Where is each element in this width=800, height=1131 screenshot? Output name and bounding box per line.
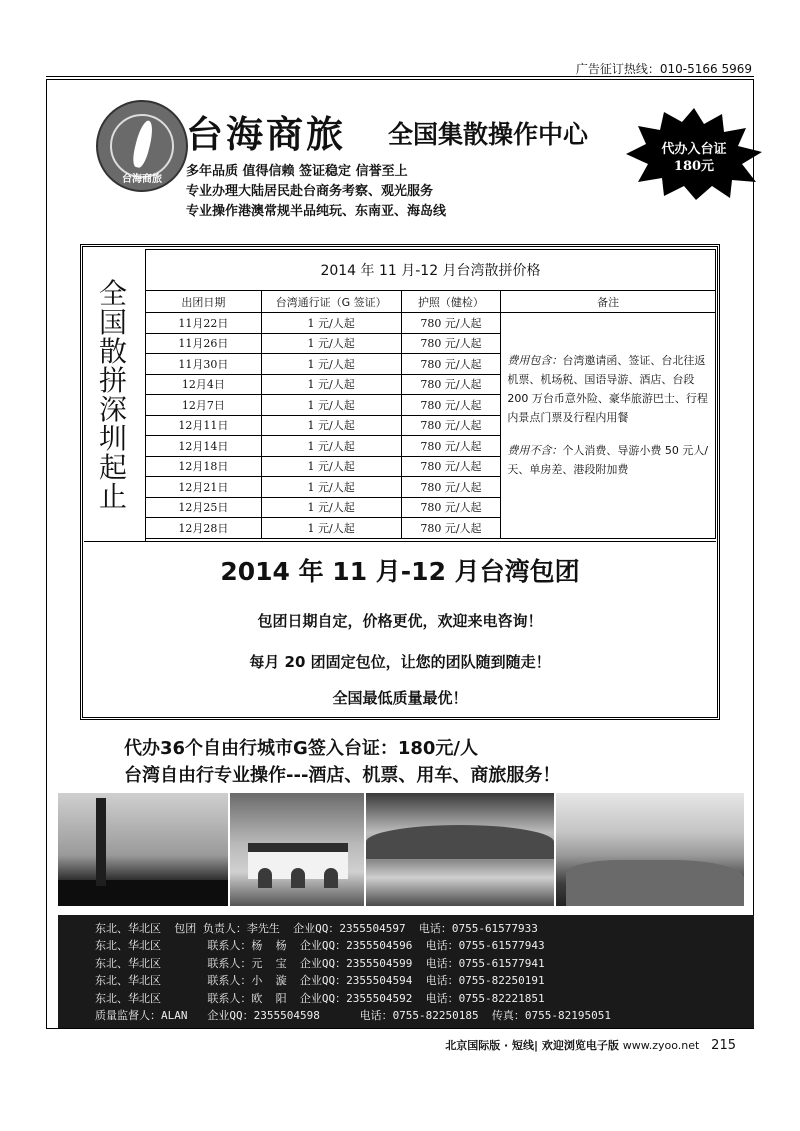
- excluded-label: 费用不含：: [507, 444, 563, 457]
- passport-price-cell: 780 元/人起: [401, 415, 501, 436]
- side-char: 圳: [98, 422, 127, 455]
- visa-price-burst: [624, 108, 764, 200]
- passport-price-cell: 780 元/人起: [401, 518, 501, 539]
- passport-price-cell: 780 元/人起: [401, 497, 501, 518]
- photo-sun-moon-lake: [366, 793, 554, 906]
- col-header-gvisa: 台湾通行证（G 签证）: [261, 291, 401, 313]
- gvisa-price-cell: 1 元/人起: [261, 333, 401, 354]
- included-text: 台湾邀请函、签证、台北往返机票、机场税、国语导游、酒店、台段 200 万台币意外险、豪华旅游巴士、行程内景点门票及行程内用餐: [507, 354, 708, 424]
- gvisa-price-cell: 1 元/人起: [261, 497, 401, 518]
- side-char: 起: [98, 451, 127, 484]
- date-cell: 11月26日: [146, 333, 262, 354]
- date-cell: 12月18日: [146, 456, 262, 477]
- ad-hotline: 广告征订热线：010-5166 5969: [575, 62, 752, 76]
- passport-price-cell: 780 元/人起: [401, 333, 501, 354]
- side-label: [84, 250, 142, 540]
- side-char: 止: [98, 480, 127, 513]
- side-char: 散: [98, 335, 127, 368]
- contact-row: 东北、华北区 联系人：元 宝 企业QQ：2355504599 电话：0755-61577941: [95, 956, 545, 970]
- col-header-notes: 备注: [501, 291, 716, 313]
- contact-row: 东北、华北区 包团 负责人：李先生 企业QQ：2355504597 电话：0755-61577933: [95, 922, 538, 935]
- passport-price-cell: 780 元/人起: [401, 395, 501, 416]
- table-row: [146, 313, 716, 334]
- col-header-date: 出团日期: [146, 291, 262, 313]
- gate-icon: [248, 843, 348, 879]
- group-tour-line: 包团日期自定，价格更优，欢迎来电咨询！: [257, 612, 543, 630]
- contact-row: 质量监督人：ALAN 企业QQ：2355504598 电话：0755-82250185 传真：0755-82195051: [95, 1008, 611, 1022]
- group-tour-title: 2014 年 11 月-12 月台湾包团: [220, 557, 580, 586]
- date-cell: 12月28日: [146, 518, 262, 539]
- passport-price-cell: 780 元/人起: [401, 477, 501, 498]
- burst-line2: 180元: [673, 159, 715, 174]
- gvisa-price-cell: 1 元/人起: [261, 313, 401, 334]
- free-travel-offer: 台湾自由行专业操作---酒店、机票、用车、商旅服务！: [124, 765, 561, 786]
- side-char: 国: [98, 306, 127, 339]
- gvisa-price-cell: 1 元/人起: [261, 415, 401, 436]
- notes-cell: [501, 313, 716, 539]
- tagline: 多年品质 值得信赖 签证稳定 信誉至上: [186, 164, 408, 179]
- gvisa-price-cell: 1 元/人起: [261, 456, 401, 477]
- arch: [291, 868, 305, 888]
- mountain-ridge: [366, 825, 554, 859]
- passport-price-cell: 780 元/人起: [401, 313, 501, 334]
- photo-coastal-rocks: [556, 793, 744, 906]
- contact-row: 东北、华北区 联系人：杨 杨 企业QQ：2355504596 电话：0755-61577943: [95, 939, 545, 953]
- gvisa-price-cell: 1 元/人起: [261, 374, 401, 395]
- date-cell: 12月14日: [146, 436, 262, 457]
- center-name: 全国集散操作中心: [388, 120, 589, 149]
- footer-url[interactable]: www.zyoo.net: [622, 1039, 700, 1052]
- passport-price-cell: 780 元/人起: [401, 374, 501, 395]
- gvisa-price-cell: 1 元/人起: [261, 354, 401, 375]
- contact-panel: [58, 915, 754, 1028]
- side-char: 拼: [98, 364, 127, 397]
- table-title: 2014 年 11 月-12 月台湾散拼价格: [146, 250, 716, 291]
- date-cell: 11月30日: [146, 354, 262, 375]
- page-footer: [445, 1037, 736, 1053]
- brand-name: 台海商旅: [186, 112, 346, 156]
- gvisa-price-cell: 1 元/人起: [261, 436, 401, 457]
- burst-line1: 代办入台证: [661, 142, 727, 157]
- company-logo: [96, 100, 188, 192]
- photo-taipei-101: [58, 793, 228, 906]
- gvisa-price-cell: 1 元/人起: [261, 477, 401, 498]
- side-char: 全: [98, 277, 127, 310]
- photo-memorial-gate: [230, 793, 364, 906]
- included-label: 费用包含：: [507, 354, 563, 367]
- date-cell: 12月11日: [146, 415, 262, 436]
- tagline: 专业操作港澳常规半品纯玩、东南亚、海岛线: [186, 204, 447, 219]
- date-cell: 12月21日: [146, 477, 262, 498]
- date-cell: 11月22日: [146, 313, 262, 334]
- passport-price-cell: 780 元/人起: [401, 354, 501, 375]
- price-table: [145, 249, 716, 539]
- contact-row: 东北、华北区 联系人：欧 阳 企业QQ：2355504592 电话：0755-82221851: [95, 991, 545, 1005]
- passport-price-cell: 780 元/人起: [401, 436, 501, 457]
- gvisa-price-cell: 1 元/人起: [261, 518, 401, 539]
- passport-price-cell: 780 元/人起: [401, 456, 501, 477]
- arch: [324, 868, 338, 888]
- group-tour-line: 每月 20 团固定包位，让您的团队随到随走！: [249, 653, 551, 671]
- tower-icon: [96, 798, 106, 886]
- rock-formation: [566, 860, 744, 906]
- footer-text: 北京国际版 · 短线| 欢迎浏览电子版: [445, 1039, 619, 1052]
- date-cell: 12月4日: [146, 374, 262, 395]
- arch: [258, 868, 272, 888]
- group-tour-line: 全国最低质量最优！: [332, 689, 468, 707]
- side-divider: [145, 249, 146, 542]
- gvisa-price-cell: 1 元/人起: [261, 395, 401, 416]
- section-divider: [84, 541, 716, 542]
- date-cell: 12月7日: [146, 395, 262, 416]
- col-header-passport: 护照（健检）: [401, 291, 501, 313]
- page-number: 215: [711, 1038, 736, 1053]
- date-cell: 12月25日: [146, 497, 262, 518]
- top-rule: [46, 76, 754, 77]
- contact-row: 东北、华北区 联系人：小 漩 企业QQ：2355504594 电话：0755-82250191: [95, 974, 545, 988]
- logo-text: 台海商旅: [122, 174, 162, 185]
- excluded-text: 个人消费、导游小费 50 元人/天、单房差、港段附加费: [507, 444, 709, 476]
- side-char: 深: [98, 393, 127, 426]
- visa-offer: 代办36个自由行城市G签入台证：180元/人: [124, 738, 478, 759]
- city-skyline: [58, 880, 228, 906]
- tagline: 专业办理大陆居民赴台商务考察、观光服务: [186, 184, 434, 199]
